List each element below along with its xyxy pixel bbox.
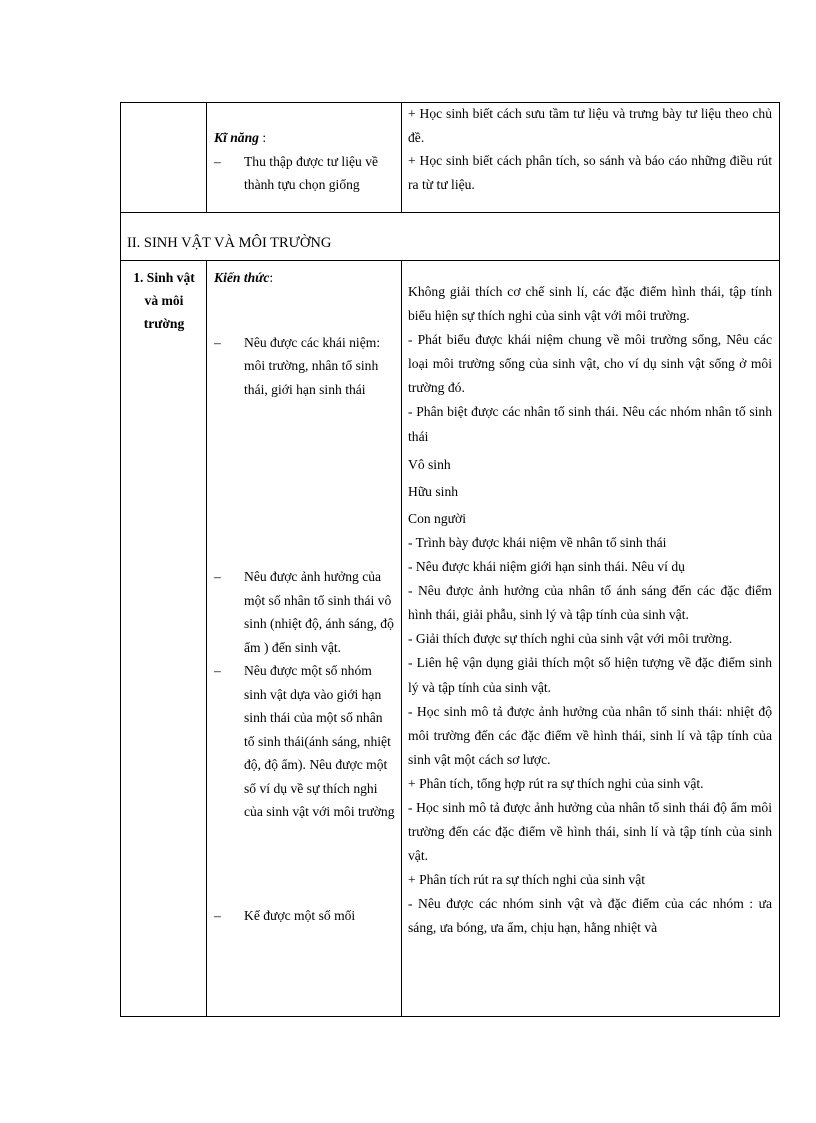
paragraph: - Học sinh mô tả được ảnh hưởng của nhân tố sinh thái độ ẩm môi trường đến các đặc điểm về hình thái, sinh lí và tập tính của sinh vật. <box>408 799 772 864</box>
list-item-text: Nêu được ảnh hưởng của một số nhân tố sinh thái vô sinh (nhiệt độ, ánh sáng, độ ẩm ) đến sinh vật. <box>244 569 394 655</box>
dash-marker: – <box>214 907 221 923</box>
dash-marker: – <box>214 334 221 350</box>
row3-middle-cell <box>214 266 396 927</box>
row-divider <box>120 260 780 261</box>
row1-right-cell <box>408 102 772 196</box>
list-item-text: Kể được một số mối <box>244 907 356 923</box>
skill-heading: Kĩ năng <box>214 130 259 145</box>
dash-marker: – <box>214 663 221 678</box>
content-table <box>120 102 780 1017</box>
paragraph: - Liên hệ vận dụng giải thích một số hiện tượng về đặc điểm sinh lý và tập tính của sinh vật. <box>408 655 772 695</box>
column-divider <box>206 102 207 212</box>
list-item <box>214 659 396 824</box>
paragraph: + Phân tích, tổng hợp rút ra sự thích nghi của sinh vật. <box>408 775 704 791</box>
list-item-text: Nêu được các khái niệm: môi trường, nhân tố sinh thái, giới hạn sinh thái <box>244 334 381 397</box>
paragraph: - Phát biểu được khái niệm chung về môi trường sống, Nêu các loại môi trường sống của sinh vật, cho ví dụ sinh vật sống ở môi trường đó. <box>408 332 772 396</box>
paragraph: Hữu sinh <box>408 483 459 499</box>
paragraph: Vô sinh <box>408 456 451 472</box>
row3-right-cell <box>408 280 772 941</box>
list-item <box>214 904 396 928</box>
paragraph: - Học sinh mô tả được ảnh hưởng của nhân tố sinh thái: nhiệt độ môi trường đến các đặc điểm về hình thái, sinh lí và tập tính của sinh vật một cách sơ lược. <box>408 703 772 767</box>
paragraph: - Nêu được ảnh hưởng của nhân tố ánh sáng đến các đặc điểm hình thái, giải phẫu, sinh lý và tập tính của sinh vật. <box>408 583 772 623</box>
list-item-text: Thu thập được tư liệu về thành tựu chọn giống <box>244 153 379 192</box>
section-title: II. SINH VẬT VÀ MÔI TRƯỜNG <box>127 235 332 251</box>
knowledge-heading: Kiến thức <box>214 270 270 285</box>
table-border-bottom <box>120 1016 780 1017</box>
list-item-text: Nêu được một số nhóm sinh vật dựa vào giới hạn sinh thái của một số nhân tố sinh thái(ánh sáng, nhiệt độ, độ ẩm). Nêu được một số ví dụ về sự thích nghi của sinh vật với môi trường <box>244 663 395 819</box>
column-divider <box>401 260 402 1016</box>
paragraph: + Học sinh biết cách sưu tầm tư liệu và trưng bày tư liệu theo chủ đề. <box>408 106 772 145</box>
row-divider <box>120 212 780 213</box>
column-divider <box>401 102 402 212</box>
dash-marker: – <box>214 569 221 584</box>
paragraph: Không giải thích cơ chế sinh lí, các đặc điểm hình thái, tập tính biểu hiện sự thích nghi của sinh vật với môi trường. <box>408 284 772 324</box>
table-border-left <box>120 102 121 1017</box>
paragraph: + Học sinh biết cách phân tích, so sánh và báo cáo những điều rút ra từ tư liệu. <box>408 153 772 192</box>
paragraph: - Trình bày được khái niệm về nhân tố sinh thái <box>408 534 667 550</box>
list-item <box>214 150 396 197</box>
paragraph: Con người <box>408 510 466 526</box>
paragraph: - Nêu được các nhóm sinh vật và đặc điểm của các nhóm : ưa sáng, ưa bóng, ưa ẩm, chịu hạn, hằng nhiệt và <box>408 896 772 936</box>
list-item <box>214 565 396 659</box>
dash-marker: – <box>214 153 221 169</box>
column-divider <box>206 260 207 1016</box>
paragraph: - Nêu được khái niệm giới hạn sinh thái. Nêu ví dụ <box>408 559 685 575</box>
paragraph: - Phân biệt được các nhân tố sinh thái. Nêu các nhóm nhân tố sinh thái <box>408 404 772 444</box>
paragraph: - Giải thích được sự thích nghi của sinh vật với môi trường. <box>408 631 733 647</box>
list-item <box>214 331 396 402</box>
topic-label: 1. Sinh vật và môi trường <box>133 270 195 331</box>
table-border-right <box>779 102 780 1017</box>
paragraph: + Phân tích rút ra sự thích nghi của sinh vật <box>408 872 646 888</box>
knowledge-heading-suffix: : <box>269 270 274 285</box>
skill-heading-suffix: : <box>258 130 267 145</box>
row1-middle-cell <box>214 126 396 197</box>
